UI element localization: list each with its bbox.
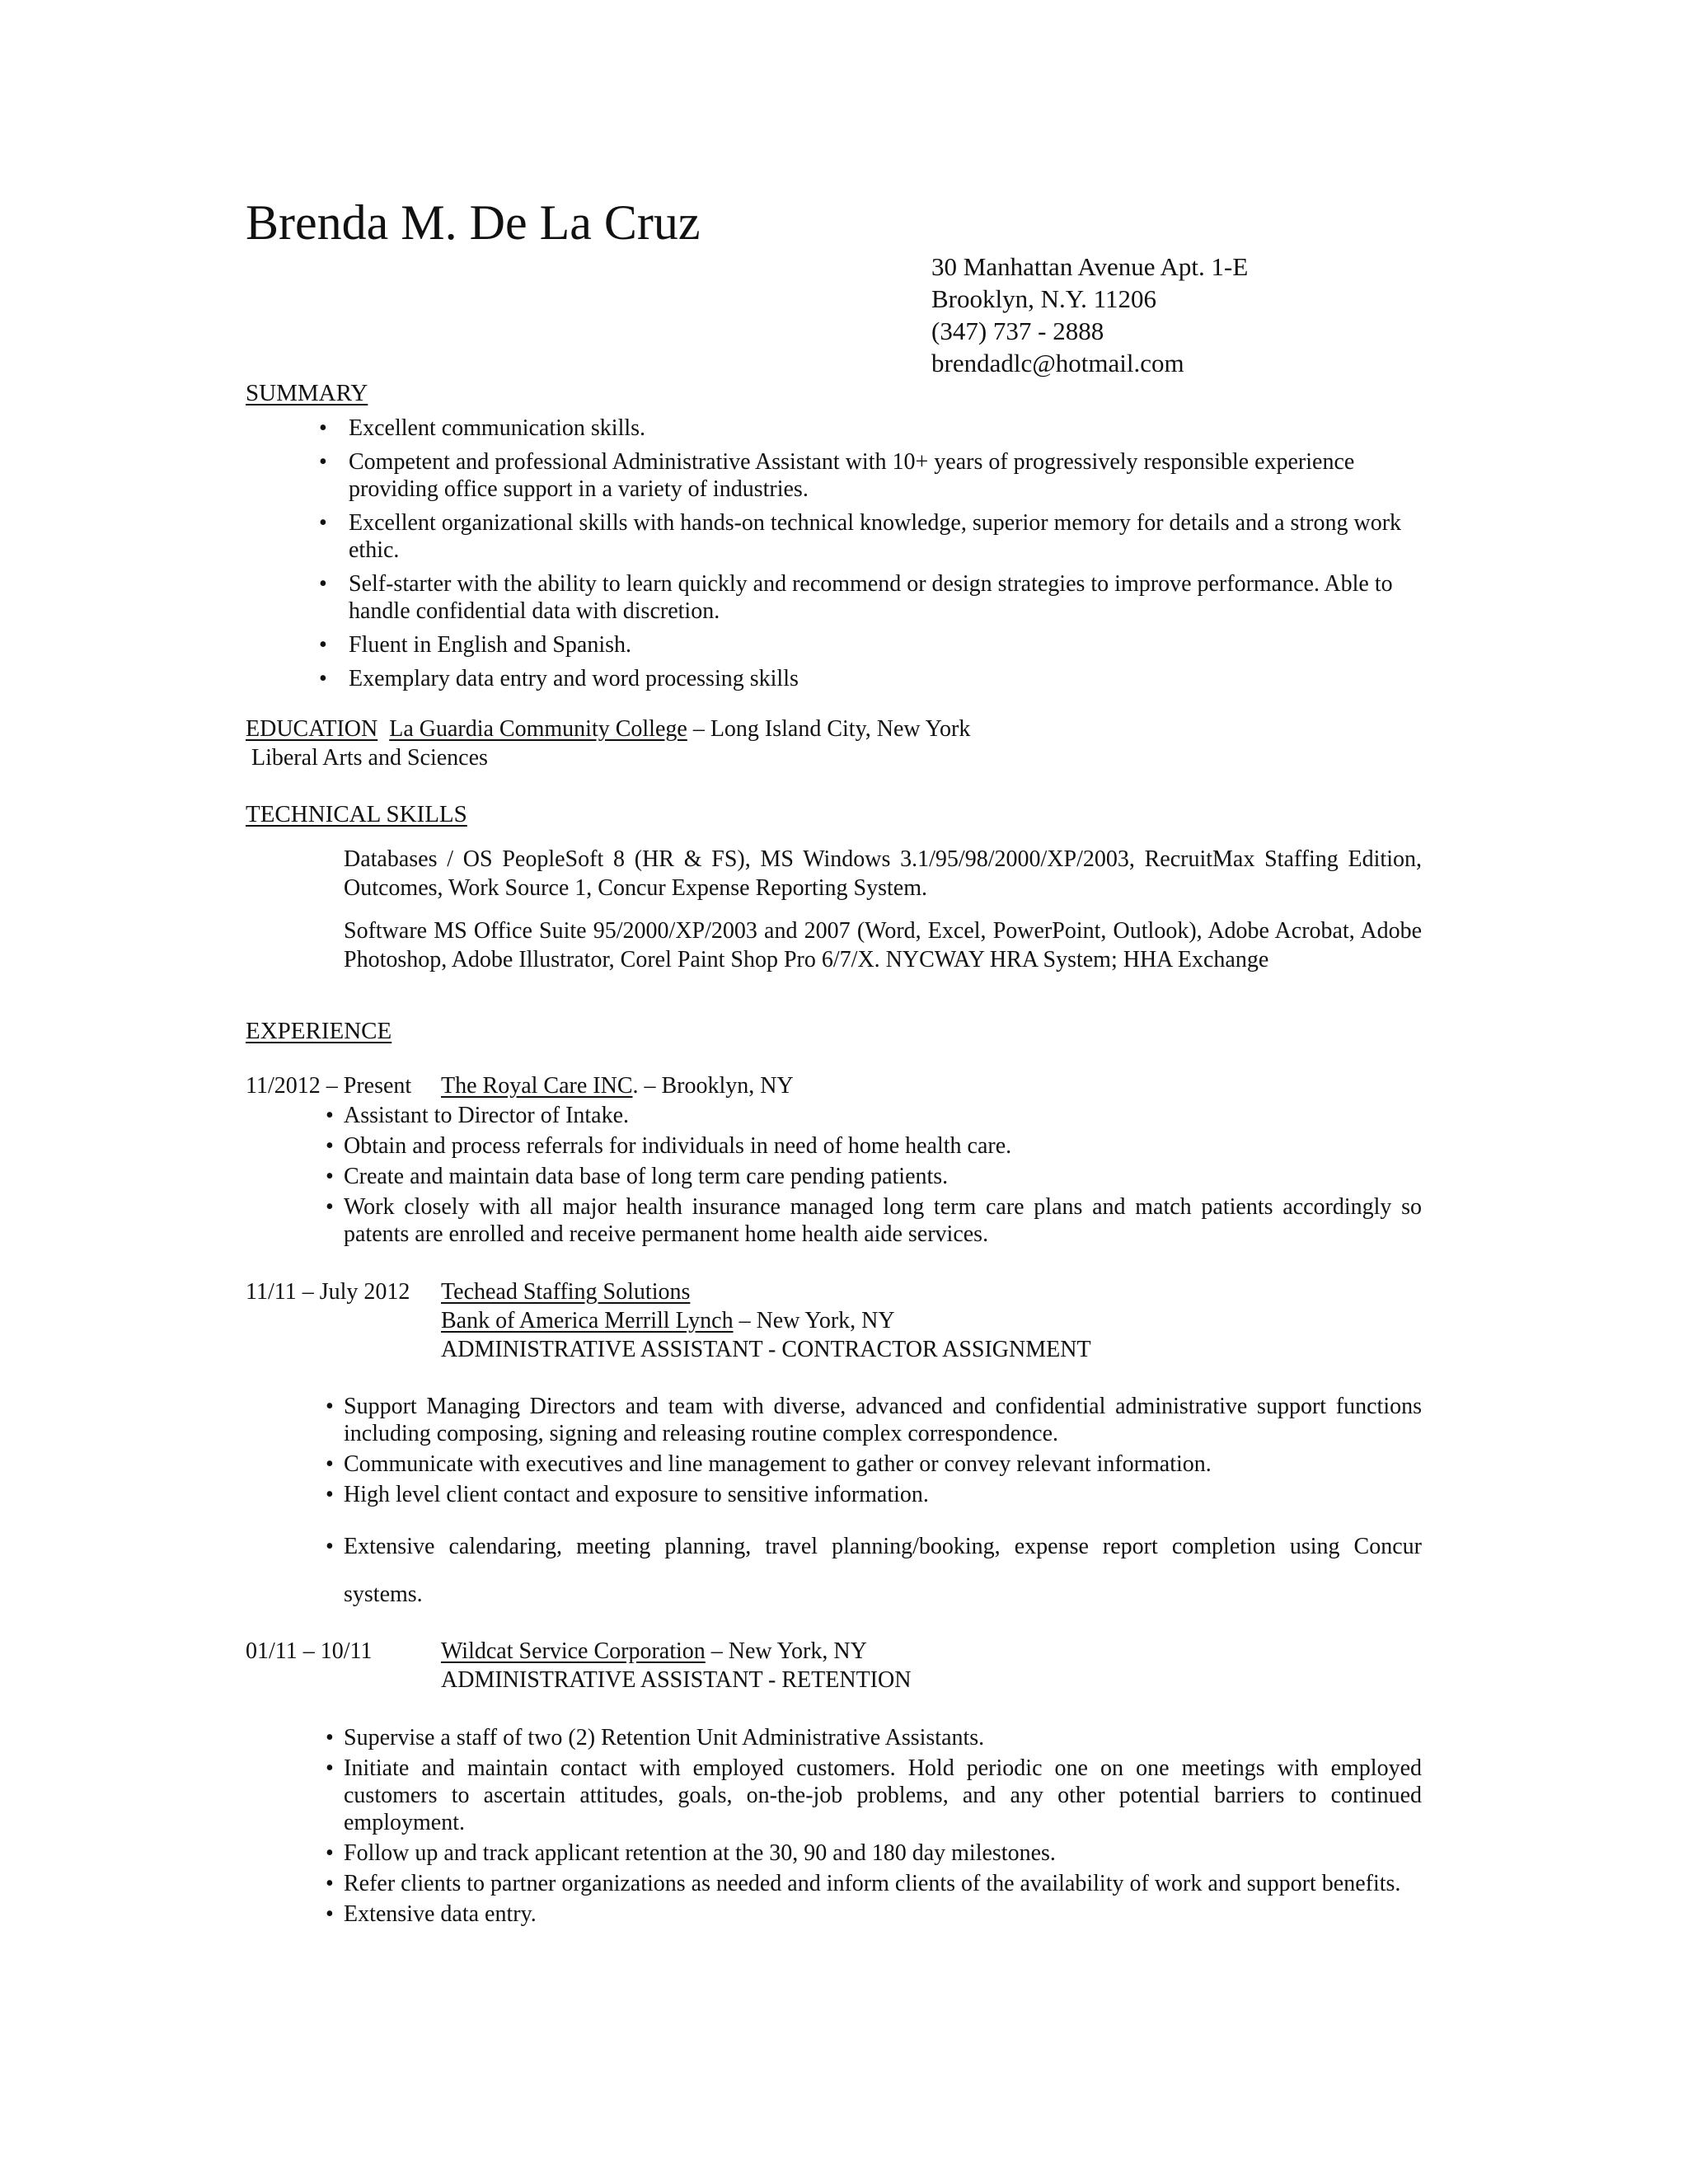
- job-duties-list: [326, 1724, 1422, 1931]
- job-location: – New York, NY: [705, 1638, 867, 1664]
- bullet-icon: •: [326, 1133, 334, 1159]
- education-location: – Long Island City, New York: [687, 716, 971, 742]
- list-item: • Self-starter with the ability to learn quickly and recommend or design strategies to improve performance. Able to handle confidential data with discretion.: [319, 571, 1393, 624]
- job-company-line: [441, 1637, 867, 1666]
- list-item: • Communicate with executives and line management to gather or convey relevant information.: [326, 1451, 1212, 1477]
- summary-list: [319, 415, 1428, 699]
- job-location: – New York, NY: [733, 1308, 895, 1333]
- bullet-icon: •: [326, 1871, 334, 1896]
- bullet-icon: •: [319, 510, 327, 536]
- bullet-icon: •: [319, 571, 327, 597]
- contact-phone: (347) 737 - 2888: [931, 316, 1104, 345]
- bullet-icon: •: [326, 1451, 334, 1477]
- list-item: • Excellent communication skills.: [319, 415, 646, 441]
- job-company-line: [441, 1071, 794, 1100]
- applicant-name: Brenda M. De La Cruz: [246, 195, 701, 250]
- job-client: Bank of America Merrill Lynch: [441, 1308, 734, 1333]
- list-item: • Fluent in English and Spanish.: [319, 632, 631, 658]
- skills-software: Software MS Office Suite 95/2000/XP/2003 and 2007 (Word, Excel, PowerPoint, Outlook), Adobe Acrobat, Adobe Photoshop, Adobe Illustrator, Corel Paint Shop Pro 6/7/X. NYCWAY HRA System; HHA Exchange: [344, 918, 1422, 972]
- job-client-line: [441, 1306, 895, 1335]
- list-item: • Obtain and process referrals for individuals in need of home health care.: [326, 1133, 1012, 1159]
- bullet-icon: •: [326, 1482, 334, 1507]
- job-title: ADMINISTRATIVE ASSISTANT - RETENTION: [441, 1667, 912, 1693]
- list-item: • Supervise a staff of two (2) Retention Unit Administrative Assistants.: [326, 1725, 985, 1750]
- bullet-icon: •: [326, 1755, 334, 1781]
- list-item: • High level client contact and exposure to sensitive information.: [326, 1482, 929, 1507]
- job-location: . – Brooklyn, NY: [632, 1073, 794, 1099]
- bullet-icon: •: [326, 1394, 334, 1419]
- bullet-icon: •: [326, 1194, 334, 1220]
- job-title: ADMINISTRATIVE ASSISTANT - CONTRACTOR ASSIGNMENT: [441, 1337, 1091, 1362]
- list-item: • Extensive calendaring, meeting planning, travel planning/booking, expense report completion using Concur systems.: [344, 1523, 1422, 1619]
- job-duties-list: [326, 1102, 1422, 1251]
- list-item: • Extensive data entry.: [326, 1901, 537, 1927]
- contact-street: 30 Manhattan Avenue Apt. 1-E: [931, 252, 1249, 281]
- list-item: • Initiate and maintain contact with employed customers. Hold periodic one on one meetings with employed customers to ascertain attitudes, goals, on-the-job problems, and any other potential barriers to continued employment.: [326, 1755, 1422, 1835]
- job-company: Techead Staffing Solutions: [441, 1279, 691, 1305]
- education-line: [246, 715, 970, 743]
- education-school: La Guardia Community College: [389, 716, 687, 742]
- job-dates: 01/11 – 10/11: [246, 1638, 373, 1664]
- education-heading: EDUCATION: [246, 716, 378, 742]
- job-duties-list: [326, 1393, 1422, 1622]
- bullet-icon: •: [326, 1164, 334, 1189]
- list-item: • Assistant to Director of Intake.: [326, 1103, 630, 1128]
- list-item: • Excellent organizational skills with hands-on technical knowledge, superior memory for details and a strong work ethic.: [319, 510, 1402, 563]
- list-item: • Follow up and track applicant retention at the 30, 90 and 180 day milestones.: [326, 1840, 1056, 1866]
- list-item: • Refer clients to partner organizations as needed and inform clients of the availability of work and support benefits.: [326, 1871, 1401, 1896]
- bullet-icon: •: [319, 415, 327, 441]
- bullet-icon: •: [326, 1840, 334, 1866]
- technical-skills-heading: TECHNICAL SKILLS: [246, 801, 467, 827]
- bullet-icon: •: [319, 449, 327, 475]
- skills-databases: Databases / OS PeopleSoft 8 (HR & FS), MS Windows 3.1/95/98/2000/XP/2003, RecruitMax Staffing Edition, Outcomes, Work Source 1, Concur Expense Reporting System.: [344, 846, 1422, 901]
- bullet-icon: •: [319, 632, 327, 658]
- list-item: • Competent and professional Administrative Assistant with 10+ years of progressively responsible experience providing office support in a variety of industries.: [319, 449, 1355, 502]
- job-dates: 11/2012 – Present: [246, 1073, 412, 1099]
- bullet-icon: •: [326, 1103, 334, 1128]
- job-company: Wildcat Service Corporation: [441, 1638, 706, 1664]
- summary-heading: SUMMARY: [246, 380, 368, 406]
- bullet-icon: •: [326, 1534, 334, 1559]
- list-item: • Exemplary data entry and word processing skills: [319, 666, 799, 691]
- experience-heading: EXPERIENCE: [246, 1018, 392, 1044]
- bullet-icon: •: [319, 666, 327, 691]
- list-item: • Support Managing Directors and team with diverse, advanced and confidential administrative support functions including composing, signing and releasing routine complex correspondence.: [326, 1394, 1422, 1446]
- list-item: • Create and maintain data base of long term care pending patients.: [326, 1164, 949, 1189]
- job-dates: 11/11 – July 2012: [246, 1279, 410, 1305]
- list-item: • Work closely with all major health insurance managed long term care plans and match patients accordingly so patents are enrolled and receive permanent home health aide services.: [326, 1194, 1422, 1247]
- bullet-icon: •: [326, 1901, 334, 1927]
- contact-city: Brooklyn, N.Y. 11206: [931, 284, 1156, 313]
- contact-email: brendadlc@hotmail.com: [931, 349, 1184, 377]
- job-company: The Royal Care INC: [441, 1073, 633, 1099]
- bullet-icon: •: [326, 1725, 334, 1750]
- education-program: Liberal Arts and Sciences: [251, 745, 488, 771]
